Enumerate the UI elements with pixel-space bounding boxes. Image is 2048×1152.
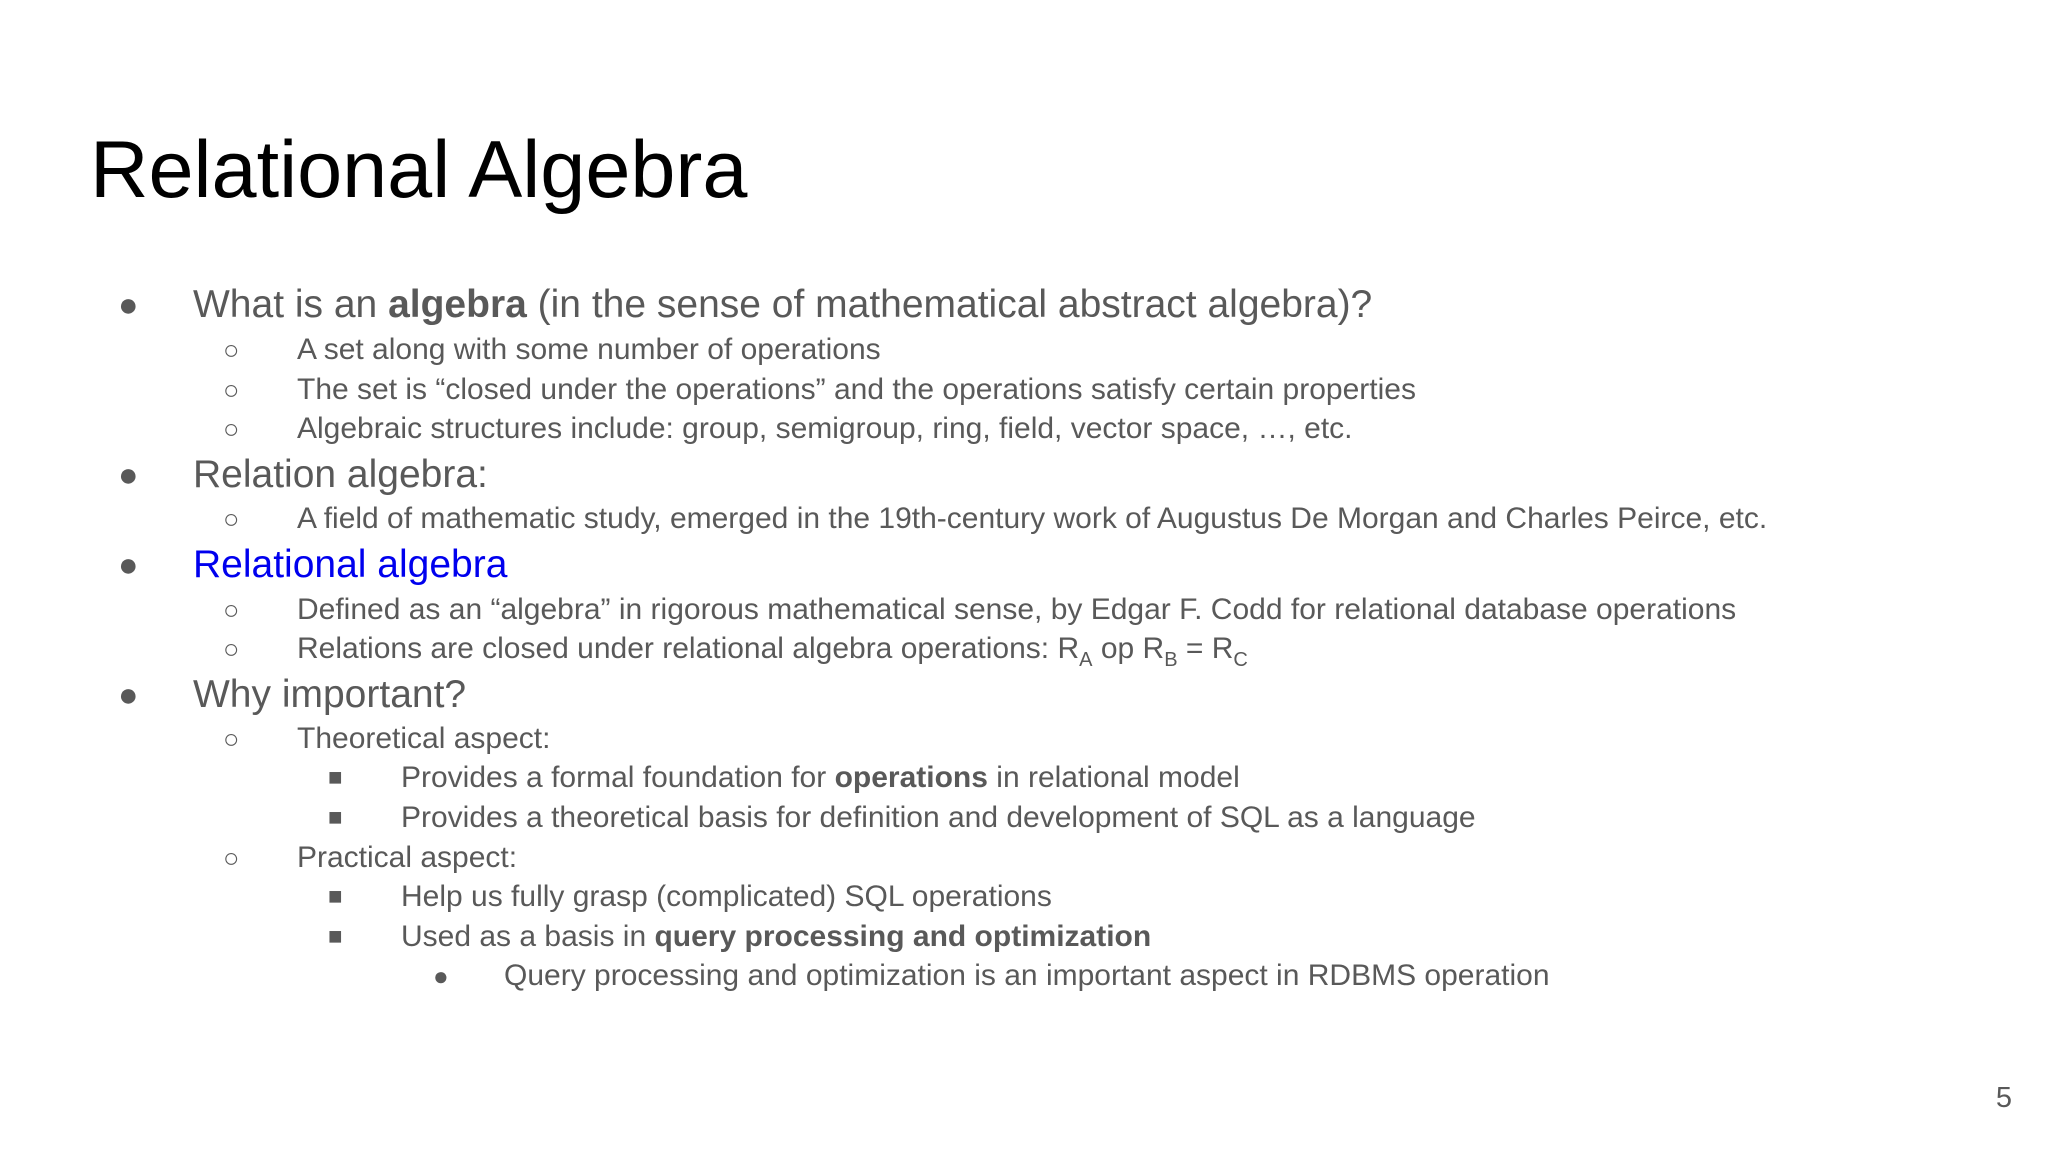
hollow-bullet-icon: ○ <box>223 414 240 444</box>
bullet-text: Relation algebra: <box>193 453 488 496</box>
hollow-bullet-icon: ○ <box>223 335 240 365</box>
bullet-icon: ● <box>118 676 139 714</box>
bullet-text: Used as a basis in query processing and optimization <box>401 920 1152 953</box>
bullet-text: Query processing and optimization is an important aspect in RDBMS operation <box>504 959 1550 992</box>
hollow-bullet-icon: ○ <box>223 595 240 625</box>
hollow-bullet-icon: ○ <box>223 634 240 664</box>
page-number: 5 <box>1995 1082 2012 1114</box>
hollow-bullet-icon: ○ <box>223 504 240 534</box>
bullet-text: Provides a formal foundation for operations in relational model <box>401 761 1240 794</box>
bullet-text: A field of mathematic study, emerged in the 19th-century work of Augustus De Morgan and Charles Peirce, etc. <box>297 502 1768 535</box>
bullet-text: Why important? <box>193 673 467 716</box>
bullet-text: Practical aspect: <box>297 841 518 874</box>
bullet-icon: ● <box>433 961 449 991</box>
bullet-icon: ● <box>118 456 139 494</box>
bullet-icon: ● <box>118 546 139 584</box>
hollow-bullet-icon: ○ <box>223 724 240 754</box>
bullet-text: Provides a theoretical basis for definition and development of SQL as a language <box>401 801 1476 834</box>
bullet-text: Relations are closed under relational algebra operations: $R_A$ op $R_B = R_C$ <box>297 632 1248 671</box>
bullet-text: A set along with some number of operations <box>297 333 881 366</box>
square-bullet-icon: ■ <box>328 883 343 910</box>
bullet-text: Theoretical aspect: <box>297 722 551 755</box>
bullet-text: The set is “closed under the operations” and the operations satisfy certain properties <box>297 373 1416 406</box>
bullet-text: Help us fully grasp (complicated) SQL operations <box>401 880 1052 913</box>
bullet-text: What is an algebra (in the sense of mathematical abstract algebra)? <box>193 283 1373 326</box>
square-bullet-icon: ■ <box>328 764 343 791</box>
hollow-bullet-icon: ○ <box>223 375 240 405</box>
slide-title: Relational Algebra <box>90 125 748 215</box>
relational-algebra-link[interactable]: Relational algebra <box>193 543 508 586</box>
bullet-text: Defined as an “algebra” in rigorous mathematical sense, by Edgar F. Codd for relational database operations <box>297 593 1737 626</box>
bullet-text: Algebraic structures include: group, semigroup, ring, field, vector space, …, etc. <box>297 412 1353 445</box>
bullet-icon: ● <box>118 286 139 324</box>
square-bullet-icon: ■ <box>328 923 343 950</box>
square-bullet-icon: ■ <box>328 804 343 831</box>
hollow-bullet-icon: ○ <box>223 843 240 873</box>
